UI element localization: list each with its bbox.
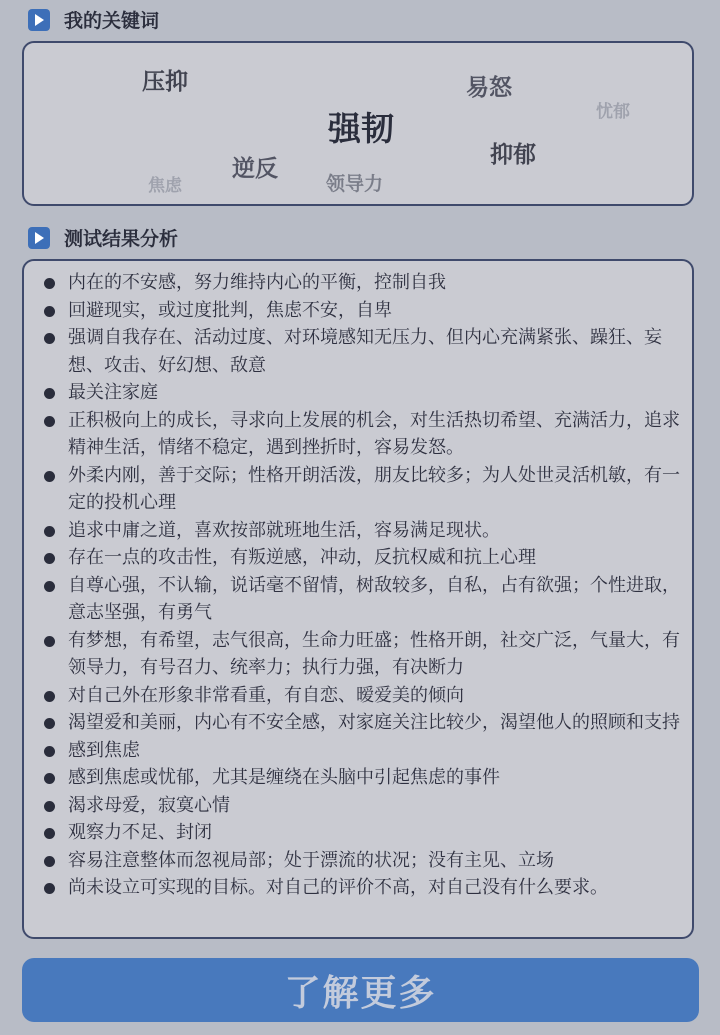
keywords-section-header — [28, 6, 159, 33]
list-item: 感到焦虑 — [42, 737, 682, 765]
list-item: 渴望爱和美丽，内心有不安全感，对家庭关注比较少，渴望他人的照顾和支持 — [42, 709, 682, 737]
keyword-nifan: 逆反 — [232, 156, 278, 182]
keyword-yiyu: 抑郁 — [490, 142, 536, 168]
bullet-icon — [44, 828, 55, 839]
list-item: 正积极向上的成长，寻求向上发展的机会，对生活热切希望、充满活力，追求精神生活，情绪不稳定，遇到挫折时，容易发怒。 — [42, 407, 682, 462]
bullet-icon — [44, 333, 55, 344]
keywords-section-title: 我的关键词 — [64, 10, 160, 32]
list-item: 存在一点的攻击性，有叛逆感，冲动，反抗权威和抗上心理 — [42, 544, 682, 572]
list-item: 追求中庸之道，喜欢按部就班地生活，容易满足现状。 — [42, 517, 682, 545]
learn-more-button[interactable]: 了解更多 — [22, 958, 699, 1022]
bullet-icon — [44, 773, 55, 784]
list-item: 回避现实，或过度批判，焦虑不安，自卑 — [42, 297, 682, 325]
bullet-icon — [44, 471, 55, 482]
bullet-icon — [44, 856, 55, 867]
keyword-cloud — [22, 41, 694, 206]
list-item: 感到焦虑或忧郁，尤其是缠绕在头脑中引起焦虑的事件 — [42, 764, 682, 792]
bullet-icon — [44, 553, 55, 564]
list-item: 观察力不足、封闭 — [42, 819, 682, 847]
bullet-icon — [44, 801, 55, 812]
results-section-header — [28, 224, 178, 251]
keyword-yinu: 易怒 — [466, 75, 512, 101]
play-icon — [28, 227, 50, 249]
bullet-icon — [44, 718, 55, 729]
bullet-icon — [44, 416, 55, 427]
keyword-jiaolv: 焦虑 — [148, 176, 182, 196]
play-icon — [28, 9, 50, 31]
bullet-icon — [44, 636, 55, 647]
results-panel — [22, 259, 694, 939]
bullet-icon — [44, 306, 55, 317]
list-item: 最关注家庭 — [42, 379, 682, 407]
list-item: 容易注意整体而忽视局部；处于漂流的状况；没有主见、立场 — [42, 847, 682, 875]
list-item: 渴求母爱，寂寞心情 — [42, 792, 682, 820]
list-item: 有梦想，有希望，志气很高，生命力旺盛；性格开朗，社交广泛，气量大，有领导力，有号召力、统率力；执行力强，有决断力 — [42, 627, 682, 682]
bullet-icon — [44, 388, 55, 399]
keyword-lingdaoli: 领导力 — [326, 173, 384, 195]
list-item: 强调自我存在、活动过度、对环境感知无压力、但内心充满紧张、躁狂、妄想、攻击、好幻想、敌意 — [42, 324, 682, 379]
bullet-icon — [44, 581, 55, 592]
bullet-icon — [44, 526, 55, 537]
bullet-icon — [44, 691, 55, 702]
keyword-youyu: 忧郁 — [596, 102, 630, 122]
list-item: 外柔内刚，善于交际；性格开朗活泼，朋友比较多；为人处世灵活机敏，有一定的投机心理 — [42, 462, 682, 517]
bullet-icon — [44, 883, 55, 894]
bullet-icon — [44, 278, 55, 289]
results-list — [42, 269, 682, 902]
keyword-yayi: 压抑 — [142, 69, 188, 95]
results-section-title: 测试结果分析 — [64, 228, 179, 250]
list-item: 对自己外在形象非常看重，有自恋、暧爱美的倾向 — [42, 682, 682, 710]
list-item: 自尊心强，不认输，说话毫不留情，树敌较多，自私，占有欲强；个性进取，意志坚强，有勇气 — [42, 572, 682, 627]
list-item: 内在的不安感，努力维持内心的平衡，控制自我 — [42, 269, 682, 297]
bullet-icon — [44, 746, 55, 757]
list-item: 尚未设立可实现的目标。对自己的评价不高，对自己没有什么要求。 — [42, 874, 682, 902]
keyword-qiangren: 强韧 — [328, 109, 394, 148]
